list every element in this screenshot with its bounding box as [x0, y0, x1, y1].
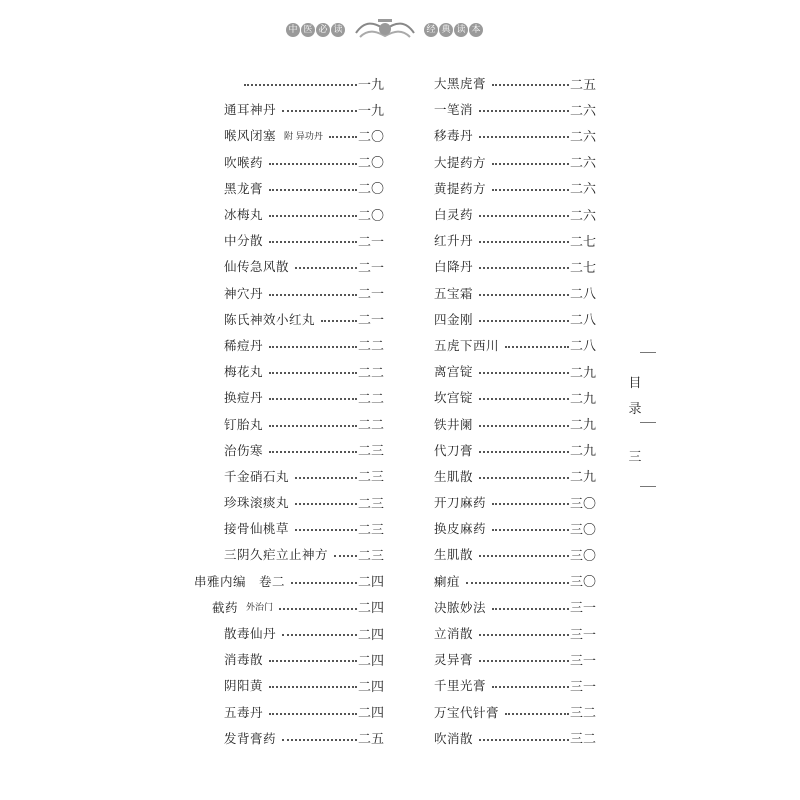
toc-entry-title: 千金硝石丸 [224, 468, 290, 484]
toc-entry [434, 725, 596, 751]
toc-entry [434, 410, 596, 436]
toc-entry [434, 149, 596, 175]
toc-entry-title: 五宝霜 [434, 285, 474, 301]
dot-leader [479, 320, 569, 322]
toc-entry [434, 384, 596, 410]
toc-entry-page: 二九 [569, 470, 596, 486]
toc-entry-title: 坎宫锭 [434, 390, 474, 406]
toc-entry [194, 594, 384, 620]
toc-entry-page: 二七 [569, 234, 596, 250]
toc-entry-title: 生肌散 [434, 547, 474, 563]
dot-leader [269, 215, 357, 217]
toc-entry-page: 二四 [357, 575, 384, 591]
header-badge: 中 [286, 23, 300, 37]
dot-leader [269, 425, 357, 427]
dot-leader [269, 189, 357, 191]
toc-entry [194, 541, 384, 567]
divider [640, 422, 656, 423]
dot-leader [269, 660, 357, 662]
toc-entry-title: 决脓妙法 [434, 599, 487, 615]
dot-leader [492, 503, 569, 505]
toc-entry-page: 二三 [357, 444, 384, 460]
toc-entry-page: 三〇 [569, 496, 596, 512]
header-badge: 经 [424, 23, 438, 37]
toc-entry-title: 仙传急风散 [224, 259, 290, 275]
toc-entry-page: 二五 [357, 732, 384, 748]
toc-entry-title: 黄提药方 [434, 180, 487, 196]
toc-entry [434, 70, 596, 96]
dot-leader [269, 294, 357, 296]
toc-entry [434, 463, 596, 489]
toc-entry [434, 568, 596, 594]
dot-leader [269, 713, 357, 715]
toc-entry-page: 二六 [569, 182, 596, 198]
toc-entry-title: 立消散 [434, 626, 474, 642]
toc-entry [434, 515, 596, 541]
toc-entry [434, 594, 596, 620]
dot-leader [505, 713, 569, 715]
dot-leader [492, 608, 569, 610]
toc-entry [434, 175, 596, 201]
toc-entry-page: 二一 [357, 313, 384, 329]
toc-entry-page: 二四 [357, 627, 384, 643]
toc-entry [194, 280, 384, 306]
header-badge: 典 [439, 23, 453, 37]
toc-entry-page: 三一 [569, 653, 596, 669]
toc-entry-title: 五毒丹 [224, 704, 264, 720]
toc-entry [194, 253, 384, 279]
toc-entry [434, 699, 596, 725]
toc-entry-page: 二二 [357, 418, 384, 434]
dot-leader [479, 451, 569, 453]
toc-entry [194, 384, 384, 410]
toc-entry-page: 一九 [357, 103, 384, 119]
toc-entry-title: 千里光膏 [434, 678, 487, 694]
toc-entry-title: 治伤寒 [224, 442, 264, 458]
toc-entry-page: 二四 [357, 653, 384, 669]
decorative-scroll-emblem-icon [354, 17, 416, 43]
toc-entry-title: 代刀膏 [434, 442, 474, 458]
dot-leader [269, 398, 357, 400]
dot-leader [479, 425, 569, 427]
toc-entry-page: 二二 [357, 339, 384, 355]
toc-entry-title: 接骨仙桃草 [224, 521, 290, 537]
toc-entry-page: 二七 [569, 260, 596, 276]
dot-leader [295, 529, 357, 531]
toc-entry-title: 红升丹 [434, 233, 474, 249]
dot-leader [479, 398, 569, 400]
toc-entry [434, 672, 596, 698]
toc-entry [434, 306, 596, 332]
toc-entry-title: 稀痘丹 [224, 337, 264, 353]
toc-entry [194, 122, 384, 148]
toc-entry [194, 175, 384, 201]
dot-leader [269, 372, 357, 374]
toc-entry-title: 吹消散 [434, 730, 474, 746]
toc-entry-page: 二一 [357, 234, 384, 250]
toc-entry-page: 三〇 [569, 548, 596, 564]
dot-leader [282, 110, 357, 112]
dot-leader [479, 634, 569, 636]
toc-entry-title: 离宫锭 [434, 364, 474, 380]
dot-leader [479, 136, 569, 138]
toc-entry-page: 二六 [569, 129, 596, 145]
page-number: 三 [628, 450, 642, 465]
dot-leader [479, 215, 569, 217]
toc-entry-page: 二〇 [357, 129, 384, 145]
toc-entry-title: 铁井阑 [434, 416, 474, 432]
section-char: 录 [628, 402, 642, 417]
dot-leader [492, 163, 569, 165]
header-badge: 读 [454, 23, 468, 37]
dot-leader [505, 346, 569, 348]
toc-entry-page: 二九 [569, 418, 596, 434]
toc-entry [434, 280, 596, 306]
toc-entry-page: 二六 [569, 208, 596, 224]
toc-entry-page: 二三 [357, 548, 384, 564]
toc-entry-page: 二一 [357, 287, 384, 303]
section-char: 目 [628, 376, 642, 391]
dot-leader [334, 555, 357, 557]
toc-entry-title: 四金刚 [434, 311, 474, 327]
dot-leader [282, 739, 357, 741]
dot-leader [479, 660, 569, 662]
toc-entry [434, 358, 596, 384]
toc-entry-title: 换皮麻药 [434, 521, 487, 537]
dot-leader [466, 582, 569, 584]
toc-entry [194, 463, 384, 489]
toc-entry-title: 吹喉药 [224, 154, 264, 170]
toc-entry [194, 410, 384, 436]
dot-leader [269, 451, 357, 453]
toc-entry-title: 发背膏药 [224, 730, 277, 746]
dot-leader [479, 294, 569, 296]
dot-leader [269, 241, 357, 243]
toc-entry [194, 672, 384, 698]
toc-entry [434, 122, 596, 148]
dot-leader [295, 503, 357, 505]
toc-entry-title: 一笔消 [434, 102, 474, 118]
toc-entry-title: 生肌散 [434, 468, 474, 484]
dot-leader [269, 163, 357, 165]
toc-entry [194, 437, 384, 463]
dot-leader [244, 84, 357, 86]
dot-leader [329, 136, 357, 138]
toc-entry-page: 二八 [569, 313, 596, 329]
toc-entry [194, 515, 384, 541]
toc-entry-page: 三一 [569, 679, 596, 695]
header-badge: 医 [301, 23, 315, 37]
dot-leader [479, 477, 569, 479]
toc-entry-title: 梅花丸 [224, 364, 264, 380]
dot-leader [321, 320, 357, 322]
toc-entry-title: 大黑虎膏 [434, 76, 487, 92]
running-header [286, 16, 492, 44]
toc-entry-page: 二九 [569, 391, 596, 407]
toc-entry-page: 二四 [357, 601, 384, 617]
toc-entry-page: 二〇 [357, 156, 384, 172]
toc-entry [194, 227, 384, 253]
toc-entry [194, 620, 384, 646]
toc-entry-page: 二二 [357, 365, 384, 381]
toc-entry [194, 646, 384, 672]
toc-entry [194, 725, 384, 751]
toc-entry-title: 五虎下西川 [434, 337, 500, 353]
toc-entry-title: 珍珠滚痰丸 [224, 495, 290, 511]
toc-entry-page: 二一 [357, 260, 384, 276]
toc-left-column [194, 70, 384, 751]
toc-entry-page: 三〇 [569, 522, 596, 538]
toc-entry [434, 437, 596, 463]
toc-entry-page: 二九 [569, 444, 596, 460]
toc-entry [434, 646, 596, 672]
toc-entry [434, 201, 596, 227]
toc-entry [194, 306, 384, 332]
dot-leader [492, 686, 569, 688]
dot-leader [492, 84, 569, 86]
toc-entry-page: 二四 [357, 679, 384, 695]
toc-entry-title: 大提药方 [434, 154, 487, 170]
toc-entry-note: 附 异功丹 [284, 131, 323, 142]
toc-entry-page: 二六 [569, 156, 596, 172]
toc-entry-note: 外治门 [246, 603, 274, 614]
toc-entry [194, 201, 384, 227]
toc-entry [194, 489, 384, 515]
dot-leader [279, 608, 357, 610]
dot-leader [479, 110, 569, 112]
toc-entry-title: 喉风闭塞 [224, 128, 277, 144]
toc-entry-page: 二二 [357, 391, 384, 407]
dot-leader [295, 267, 357, 269]
toc-entry-page: 二〇 [357, 208, 384, 224]
toc-entry [194, 699, 384, 725]
toc-entry-title: 瘌疽 [434, 573, 461, 589]
dot-leader [295, 477, 357, 479]
header-badge: 必 [316, 23, 330, 37]
toc-entry-title: 散毒仙丹 [224, 626, 277, 642]
dot-leader [291, 582, 357, 584]
toc-entry-title: 截药 [212, 599, 239, 615]
toc-entry [434, 227, 596, 253]
side-section-label [626, 352, 656, 488]
toc-entry-page: 一九 [357, 77, 384, 93]
header-badge: 本 [469, 23, 483, 37]
toc-entry [434, 253, 596, 279]
toc-entry-title: 冰梅丸 [224, 207, 264, 223]
toc-right-column [434, 70, 596, 751]
toc-entry-page: 三〇 [569, 575, 596, 591]
toc-entry-page: 三一 [569, 601, 596, 617]
toc-entry-page: 二八 [569, 287, 596, 303]
dot-leader [479, 739, 569, 741]
toc-entry-page: 二五 [569, 77, 596, 93]
toc-entry-title: 黑龙膏 [224, 180, 264, 196]
toc-entry [434, 96, 596, 122]
toc-entry-title: 陈氏神效小红丸 [224, 311, 316, 327]
toc-entry-title: 阴阳黄 [224, 678, 264, 694]
toc-entry-title: 开刀麻药 [434, 495, 487, 511]
toc-entry-title: 三阴久疟立止神方 [224, 547, 329, 563]
toc-entry [194, 332, 384, 358]
header-badge: 读 [331, 23, 345, 37]
toc-entry-page: 二九 [569, 365, 596, 381]
toc-entry [194, 568, 384, 594]
toc-entry-title: 串雅内编 卷二 [194, 573, 286, 589]
toc-entry [434, 541, 596, 567]
toc-entry-page: 二三 [357, 496, 384, 512]
toc-entry-page: 三一 [569, 627, 596, 643]
toc-entry [434, 620, 596, 646]
dot-leader [492, 189, 569, 191]
toc-entry-title: 移毒丹 [434, 128, 474, 144]
toc-entry [434, 332, 596, 358]
toc-entry [194, 96, 384, 122]
dot-leader [479, 555, 569, 557]
toc-entry-title: 灵异膏 [434, 652, 474, 668]
toc-entry-title: 换痘丹 [224, 390, 264, 406]
toc-entry-title: 中分散 [224, 233, 264, 249]
toc-entry-page: 二三 [357, 470, 384, 486]
dot-leader [479, 241, 569, 243]
toc-entry-title: 万宝代针膏 [434, 704, 500, 720]
divider [640, 352, 656, 353]
dot-leader [492, 529, 569, 531]
toc-entry-title: 消毒散 [224, 652, 264, 668]
divider [640, 486, 656, 487]
dot-leader [282, 634, 357, 636]
toc-entry-page: 二六 [569, 103, 596, 119]
toc-entry [194, 70, 384, 96]
toc-entry-title: 通耳神丹 [224, 102, 277, 118]
toc-entry-page: 二八 [569, 339, 596, 355]
toc-entry-title: 白降丹 [434, 259, 474, 275]
dot-leader [479, 372, 569, 374]
toc-entry-page: 二〇 [357, 182, 384, 198]
toc-entry [194, 358, 384, 384]
dot-leader [269, 686, 357, 688]
toc-entry-page: 二四 [357, 706, 384, 722]
toc-entry [194, 149, 384, 175]
toc-entry-title: 神穴丹 [224, 285, 264, 301]
toc-entry [434, 489, 596, 515]
toc-entry-title: 钉胎丸 [224, 416, 264, 432]
dot-leader [479, 267, 569, 269]
dot-leader [269, 346, 357, 348]
toc-entry-page: 三二 [569, 732, 596, 748]
toc-entry-page: 二三 [357, 522, 384, 538]
toc-entry-title: 白灵药 [434, 207, 474, 223]
toc-entry-page: 三二 [569, 706, 596, 722]
